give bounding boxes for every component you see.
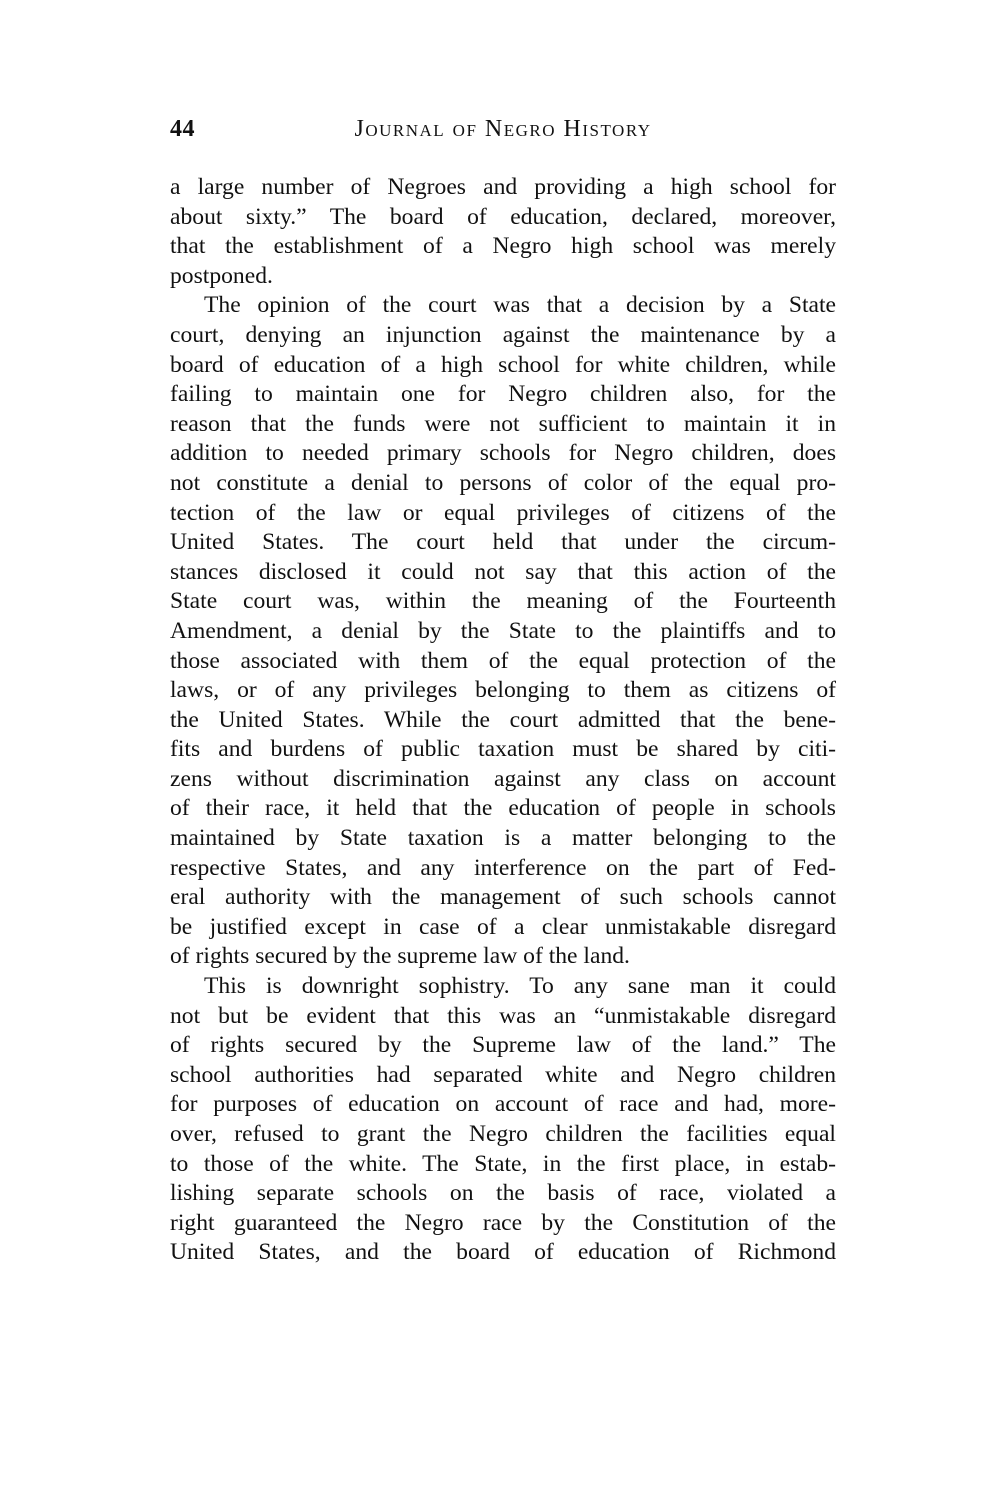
text-line: United States, and the board of education of Richmond [170,1239,836,1266]
text-line: failing to maintain one for Negro children also, for the [170,381,836,408]
text-line: those associated with them of the equal protection of the [170,647,836,674]
page-number: 44 [170,116,195,142]
text-line: over, refused to grant the Negro children the facilities equal [170,1121,836,1147]
text-line: of rights secured by the supreme law of the land. [170,943,630,970]
text-line: not but be evident that this was an “unmistakable disregard [170,1002,836,1029]
text-line: be justified except in case of a clear unmistakable disregard [170,913,836,940]
text-line: tection of the law or equal privileges of citizens of the [170,499,836,526]
text-line: This is downright sophistry. To any sane man it could [204,973,836,1000]
paragraph-3 [170,972,836,1268]
text-line: a large number of Negroes and providing a high school for [170,174,836,200]
text-line: the United States. While the court admitted that the bene- [170,706,836,733]
text-line: court, denying an injunction against the maintenance by a [170,321,836,348]
body-text [170,173,836,1268]
text-line: maintained by State taxation is a matter belonging to the [170,825,836,852]
text-line: lishing separate schools on the basis of race, violated a [170,1180,836,1207]
text-line: zens without discrimination against any class on account [170,765,836,792]
text-line: respective States, and any interference on the part of Fed- [170,854,836,881]
text-line: of rights secured by the Supreme law of the land.” The [170,1032,836,1059]
text-line: addition to needed primary schools for Negro children, does [170,440,836,467]
text-line: The opinion of the court was that a decision by a State [204,292,836,319]
text-line: postponed. [170,262,273,289]
text-line: board of education of a high school for white children, while [170,351,836,378]
running-header [170,116,836,150]
journal-title: Journal of Negro History [354,116,652,142]
text-line: school authorities had separated white and Negro children [170,1061,836,1088]
paragraph-2 [170,291,836,972]
text-line: United States. The court held that under the circum- [170,529,836,556]
text-line: Amendment, a denial by the State to the plaintiffs and to [170,617,836,644]
text-line: fits and burdens of public taxation must be shared by citi- [170,736,836,763]
text-line: stances disclosed it could not say that this action of the [170,558,836,585]
text-line: to those of the white. The State, in the first place, in estab- [170,1150,836,1177]
text-line: reason that the funds were not sufficient to maintain it in [170,410,836,437]
text-line: of their race, it held that the education of people in schools [170,795,836,822]
text-line: not constitute a denial to persons of color of the equal pro- [170,469,836,496]
text-line: eral authority with the management of such schools cannot [170,884,836,911]
text-line: laws, or of any privileges belonging to them as citizens of [170,677,836,704]
text-line: that the establishment of a Negro high school was merely [170,233,836,260]
text-line: State court was, within the meaning of the Fourteenth [170,588,836,615]
text-line: right guaranteed the Negro race by the Constitution of the [170,1209,836,1236]
text-line: about sixty.” The board of education, declared, moreover, [170,203,836,230]
text-line: for purposes of education on account of race and had, more- [170,1091,836,1118]
paragraph-1 [170,173,836,291]
